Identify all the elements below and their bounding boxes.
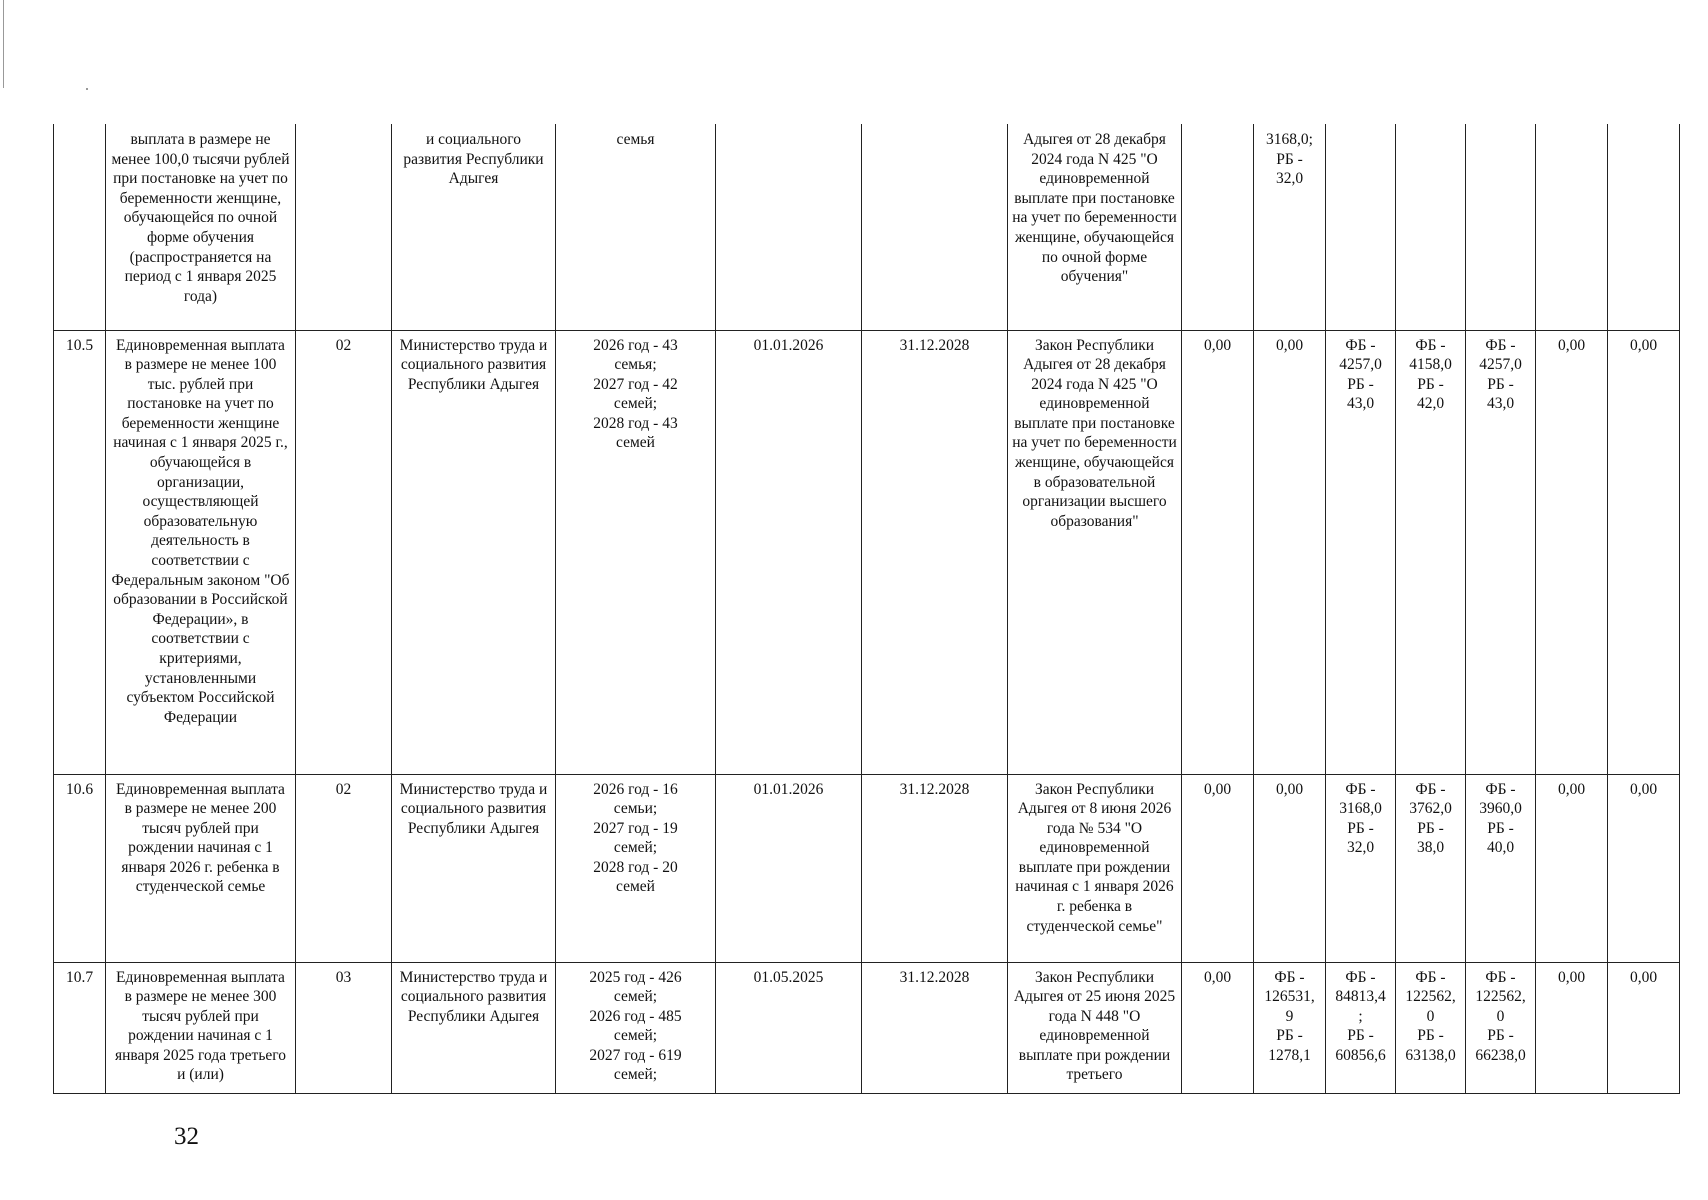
recipients: 2026 год - 43 семья; 2027 год - 42 семей; 2028 год - 43 семей — [556, 330, 716, 774]
row-number: 10.7 — [54, 962, 106, 1093]
start-date — [716, 124, 862, 330]
end-date: 31.12.2028 — [862, 330, 1008, 774]
recipients: семья — [556, 124, 716, 330]
amount-cell: ФБ - 3168,0 РБ - 32,0 — [1326, 774, 1396, 962]
executor: Министерство труда и социального развития Республики Адыгея — [392, 774, 556, 962]
amount-cell: 0,00 — [1182, 330, 1254, 774]
measure-name: Единовременная выплата в размере не менее 200 тысяч рублей при рождении начиная с 1 января 2026 г. ребенка в студенческой семье — [106, 774, 296, 962]
start-date: 01.01.2026 — [716, 774, 862, 962]
measure-name: Единовременная выплата в размере не менее 300 тысяч рублей при рождении начиная с 1 января 2025 года третьего и (или) — [106, 962, 296, 1093]
measure-name: выплата в размере не менее 100,0 тысячи рублей при постановке на учет по беременности женщине, обучающейся по очной форме обучения (распространяется на период с 1 января 2025 года) — [106, 124, 296, 330]
measure-name: Единовременная выплата в размере не менее 100 тыс. рублей при постановке на учет по беременности женщине начиная с 1 января 2025 г., обучающейся в организации, осуществляющей образовательную деятельность в соответствии с Федеральным законом "Об образовании в Российской Федерации», в соответствии с критериями, установленными субъектом Российской Федерации — [106, 330, 296, 774]
amount-cell — [1182, 124, 1254, 330]
start-date: 01.01.2026 — [716, 330, 862, 774]
end-date: 31.12.2028 — [862, 962, 1008, 1093]
amount-cell: 0,00 — [1536, 962, 1608, 1093]
amount-cell: 0,00 — [1182, 774, 1254, 962]
amount-cell: ФБ - 126531, 9 РБ - 1278,1 — [1254, 962, 1326, 1093]
amount-cell: ФБ - 4257,0 РБ - 43,0 — [1466, 330, 1536, 774]
amount-cell: 0,00 — [1608, 962, 1680, 1093]
amount-cell: 0,00 — [1608, 774, 1680, 962]
executor: Министерство труда и социального развития Республики Адыгея — [392, 330, 556, 774]
scan-dot — [86, 88, 88, 90]
amount-cell: ФБ - 3960,0 РБ - 40,0 — [1466, 774, 1536, 962]
table-row — [54, 962, 1680, 1093]
legal-act: Закон Республики Адыгея от 8 июня 2026 года № 534 "О единовременной выплате при рождении начиная с 1 января 2026 г. ребенка в студенческой семье" — [1008, 774, 1182, 962]
amount-cell: ФБ - 84813,4 ; РБ - 60856,6 — [1326, 962, 1396, 1093]
amount-cell — [1466, 124, 1536, 330]
amount-cell: 0,00 — [1254, 330, 1326, 774]
amount-cell: ФБ - 3762,0 РБ - 38,0 — [1396, 774, 1466, 962]
amount-cell — [1396, 124, 1466, 330]
amount-cell: 0,00 — [1536, 774, 1608, 962]
row-number: 10.5 — [54, 330, 106, 774]
executor: Министерство труда и социального развития Республики Адыгея — [392, 962, 556, 1093]
scan-edge-mark — [3, 0, 4, 88]
recipients: 2025 год - 426 семей; 2026 год - 485 семей; 2027 год - 619 семей; — [556, 962, 716, 1093]
amount-cell: ФБ - 4158,0 РБ - 42,0 — [1396, 330, 1466, 774]
end-date — [862, 124, 1008, 330]
table-row — [54, 330, 1680, 774]
amount-cell: ФБ - 122562, 0 РБ - 63138,0 — [1396, 962, 1466, 1093]
legal-act: Адыгея от 28 декабря 2024 года N 425 "О единовременной выплате при постановке на учет по беременности женщине, обучающейся по очной форме обучения" — [1008, 124, 1182, 330]
start-date: 01.05.2025 — [716, 962, 862, 1093]
amount-cell: 0,00 — [1182, 962, 1254, 1093]
measure-code: 03 — [296, 962, 392, 1093]
amount-cell: ФБ - 4257,0 РБ - 43,0 — [1326, 330, 1396, 774]
table-row — [54, 774, 1680, 962]
measure-code: 02 — [296, 774, 392, 962]
amount-cell: 0,00 — [1608, 330, 1680, 774]
table-row — [54, 124, 1680, 330]
page-number: 32 — [174, 1123, 199, 1150]
amount-cell: 3168,0; РБ - 32,0 — [1254, 124, 1326, 330]
recipients: 2026 год - 16 семьи; 2027 год - 19 семей; 2028 год - 20 семей — [556, 774, 716, 962]
executor: и социального развития Республики Адыгея — [392, 124, 556, 330]
legal-act: Закон Республики Адыгея от 25 июня 2025 года N 448 "О единовременной выплате при рождении третьего — [1008, 962, 1182, 1093]
amount-cell — [1608, 124, 1680, 330]
amount-cell: 0,00 — [1254, 774, 1326, 962]
measure-code: 02 — [296, 330, 392, 774]
measures-table — [53, 124, 1680, 1094]
row-number — [54, 124, 106, 330]
measure-code — [296, 124, 392, 330]
end-date: 31.12.2028 — [862, 774, 1008, 962]
amount-cell: 0,00 — [1536, 330, 1608, 774]
amount-cell: ФБ - 122562, 0 РБ - 66238,0 — [1466, 962, 1536, 1093]
amount-cell — [1326, 124, 1396, 330]
legal-act: Закон Республики Адыгея от 28 декабря 2024 года N 425 "О единовременной выплате при постановке на учет по беременности женщине, обучающейся в образовательной организации высшего образования" — [1008, 330, 1182, 774]
amount-cell — [1536, 124, 1608, 330]
row-number: 10.6 — [54, 774, 106, 962]
